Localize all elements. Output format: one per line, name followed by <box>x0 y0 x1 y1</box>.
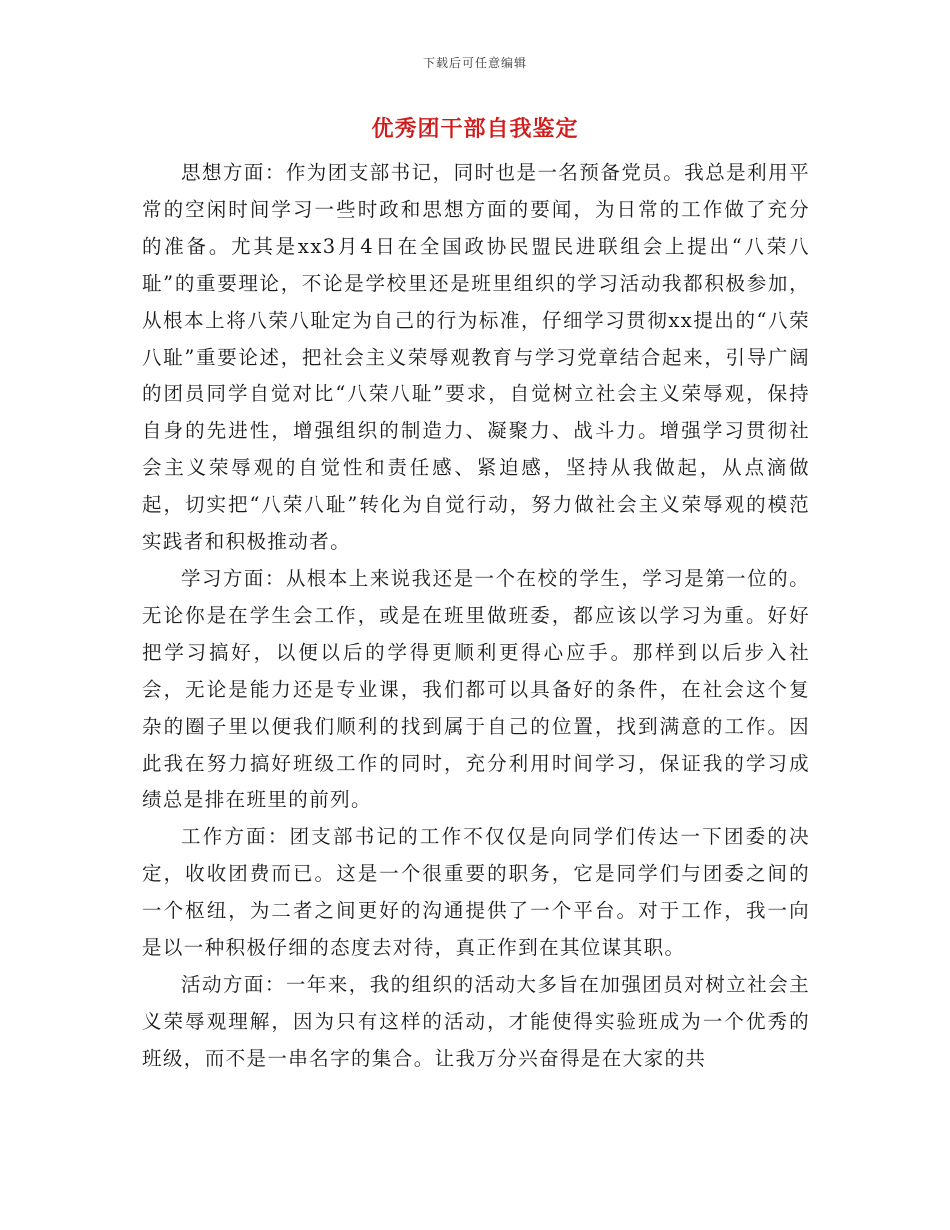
paragraph-activity: 活动方面：一年来，我的组织的活动大多旨在加强团员对树立社会主义荣辱观理解，因为只有这样的活动，才能使得实验班成为一个优秀的班级，而不是一串名字的集合。让我万分兴奋得是在大家的共 <box>142 972 810 1070</box>
paragraph-work: 工作方面：团支部书记的工作不仅仅是向同学们传达一下团委的决定，收收团费而已。这是一个很重要的职务，它是同学们与团委之间的一个枢纽，为二者之间更好的沟通提供了一个平台。对于工作，我一向是以一种积极仔细的态度去对待，真正作到在其位谋其职。 <box>142 825 810 960</box>
document-body <box>142 155 810 1078</box>
document-title: 优秀团干部自我鉴定 <box>371 116 579 142</box>
paragraph-thought: 思想方面：作为团支部书记，同时也是一名预备党员。我总是利用平常的空闲时间学习一些时政和思想方面的要闻，为日常的工作做了充分的准备。尤其是xx3月4日在全国政协民盟民进联组会上提出“八荣八耻”的重要理论，不论是学校里还是班里组织的学习活动我都积极参加，从根本上将八荣八耻定为自己的行为标准，仔细学习贯彻xx提出的“八荣八耻”重要论述，把社会主义荣辱观教育与学习党章结合起来，引导广阔的团员同学自觉对比“八荣八耻”要求，自觉树立社会主义荣辱观，保持自身的先进性，增强组织的制造力、凝聚力、战斗力。增强学习贯彻社会主义荣辱观的自觉性和责任感、紧迫感，坚持从我做起，从点滴做起，切实把“八荣八耻”转化为自觉行动，努力做社会主义荣辱观的模范实践者和积极推动者。 <box>142 161 810 554</box>
header-note: 下载后可任意编辑 <box>422 56 527 70</box>
paragraph-study: 学习方面：从根本上来说我还是一个在校的学生，学习是第一位的。无论你是在学生会工作，或是在班里做班委，都应该以学习为重。好好把学习搞好，以便以后的学得更顺利更得心应手。那样到以后步入社会，无论是能力还是专业课，我们都可以具备好的条件，在社会这个复杂的圈子里以便我们顺利的找到属于自己的位置，找到满意的工作。因此我在努力搞好班级工作的同时，充分利用时间学习，保证我的学习成绩总是排在班里的前列。 <box>142 566 810 812</box>
